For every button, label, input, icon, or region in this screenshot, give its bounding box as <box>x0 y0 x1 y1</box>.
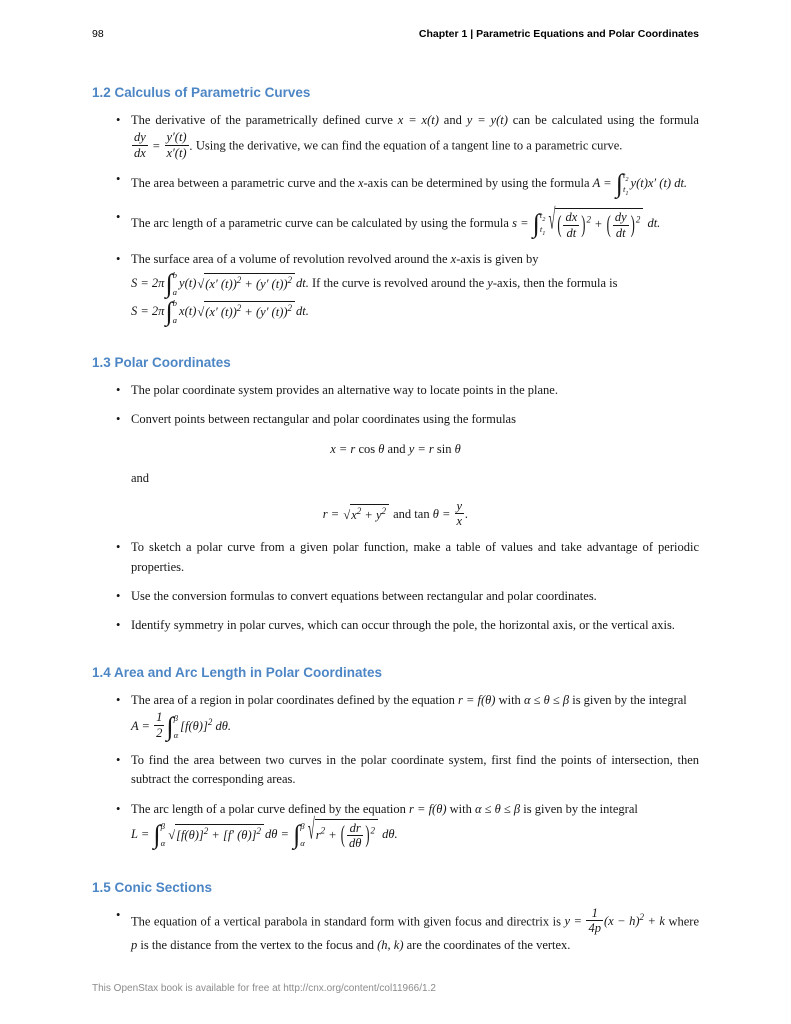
section-1-5 <box>92 880 699 955</box>
bullet-list <box>92 111 699 326</box>
bullet-item: • Convert points between rectangular and polar coordinates using the formulas <box>92 410 699 429</box>
bullet-item: • The surface area of a volume of revolution revolved around the x-axis is given by S = 2π ∫ b a y(t) √ (x′ (t))$^2$ + (y′ (t))$^2$ dt. If the curve is revolved around the y-axis, then the formula is S = 2π ∫ b a x(t) √ (x′ (t))$^2$ + (y′ (t))$^2$ dt. <box>92 250 699 326</box>
bullet-item: • Use the conversion formulas to convert equations between rectangular and polar coordinates. <box>92 587 699 606</box>
page-header <box>92 28 699 40</box>
section-heading: 1.4 Area and Arc Length in Polar Coordinates <box>92 664 383 680</box>
footer-text: This OpenStax book is available for free at http://cnx.org/content/col11966/1.2 <box>92 983 436 994</box>
continuation-text: and <box>131 471 150 486</box>
bullet-item: • The polar coordinate system provides an alternative way to locate points in the plane. <box>92 381 699 400</box>
page-number: 98 <box>92 28 104 40</box>
bullet-item: • The arc length of a parametric curve can be calculated by using the formula s = ∫ $t_2$ $t_1$ √ ( $\frac{dx}{dt}$ ) $^2$ + ( $\frac{dy}{dt}$ ) $^2$ dt. <box>92 208 699 240</box>
bullet-item: • The equation of a vertical parabola in standard form with given focus and directrix is y = $\frac{1}{4p}$ $(x - h)^2 + k$ where p is the distance from the vertex to the focus and (h, k) are the coordinates of the vertex. <box>92 906 699 955</box>
bullet-item: • To sketch a polar curve from a given polar function, make a table of values and take advantage of periodic properties. <box>92 538 699 577</box>
section-heading: 1.3 Polar Coordinates <box>92 355 231 370</box>
bullet-item: • The area of a region in polar coordinates defined by the equation r = f(θ) with α ≤ θ ≤ β is given by the integral A = $\frac{1}{2}$ ∫ β α $[f(\theta)]^2$ dθ. <box>92 691 699 741</box>
bullet-list <box>92 906 699 955</box>
section-1-2 <box>92 85 699 326</box>
bullet-list <box>92 691 699 851</box>
page-footer <box>92 983 436 994</box>
section-heading: 1.5 Conic Sections <box>92 879 213 895</box>
bullet-list <box>92 381 699 636</box>
bullet-item: • Identify symmetry in polar curves, which can occur through the pole, the horizontal axis, or the vertical axis. <box>92 616 699 635</box>
bullet-item: • The arc length of a polar curve defined by the equation r = f(θ) with α ≤ θ ≤ β is given by the integral L = ∫ β α √ $[f(\theta)]^2 + [f'$ (θ)]$^2$ dθ = ∫ β α √ $r^2$ + ( $\frac{dr}{d\theta}$ ) $^2$ dθ. <box>92 800 699 851</box>
section-1-4 <box>92 665 699 851</box>
formula-display: x = r cos θ and y = r sin θ <box>330 441 461 456</box>
section-heading: 1.2 Calculus of Parametric Curves <box>92 85 311 100</box>
bullet-item: • The area between a parametric curve and the x-axis can be determined by using the formula A = ∫ $t_2$ $t_1$ y(t)x′ (t) dt. <box>92 170 699 198</box>
bullet-item: • The derivative of the parametrically defined curve x = x(t) and y = y(t) can be calculated using the formula $\frac{dy}{dx}$ = $\frac{y'(t)}{x'(t)}$ . Using the derivative, we can find the equation of a tangent line to a parametric curve. <box>92 111 699 160</box>
section-1-3 <box>92 355 699 636</box>
formula-display: r = √ $x^2 + y^2$ and tan θ = $\frac{y}{x}$ . <box>322 498 469 528</box>
bullet-item: • To find the area between two curves in the polar coordinate system, first find the points of intersection, then subtract the corresponding areas. <box>92 751 699 790</box>
chapter-title: Chapter 1 | Parametric Equations and Polar Coordinates <box>418 28 699 40</box>
